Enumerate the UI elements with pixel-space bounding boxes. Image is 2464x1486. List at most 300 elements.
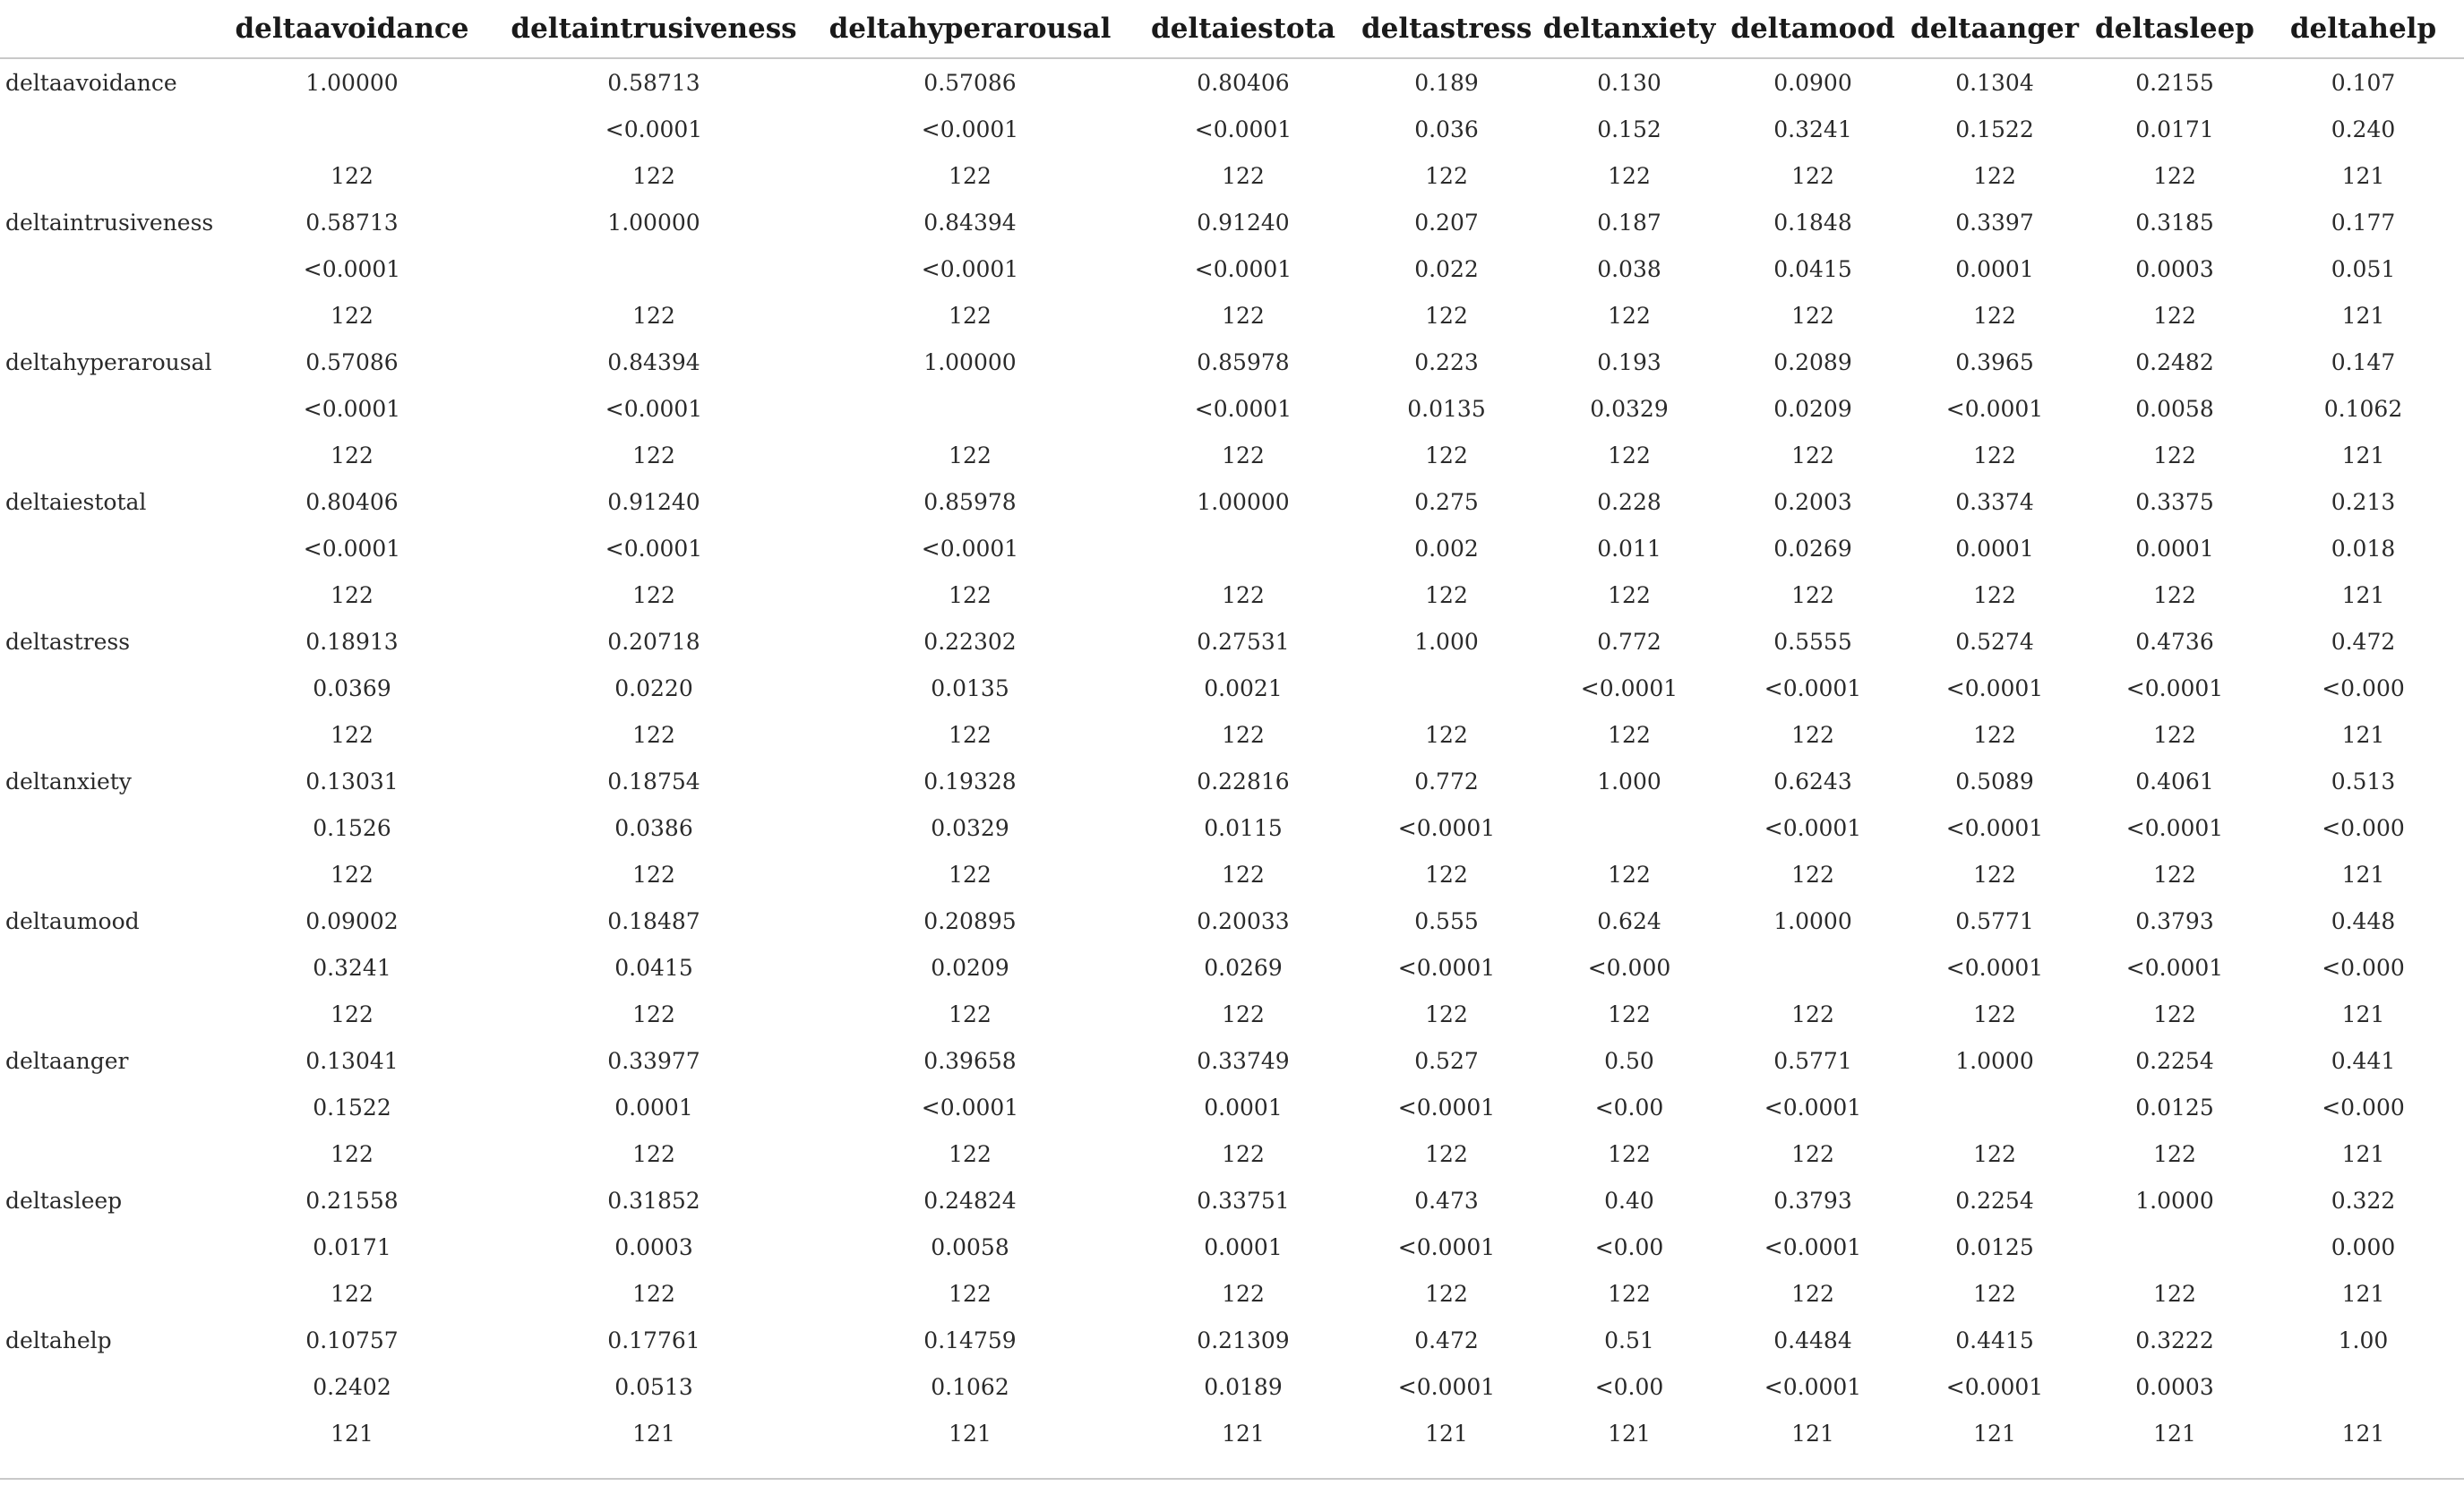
column-header-deltanxiety: deltanxiety [1535,0,1723,58]
n-count-cell: 122 [1791,721,1834,748]
correlation-cell: 1.0000 [2135,1187,2214,1214]
n-count-cell: 122 [1973,302,2016,329]
n-count-cell: 121 [1425,1420,1468,1447]
table-row [0,1037,2464,1084]
correlation-cell: 0.130 [1597,69,1661,96]
n-count-cell: 122 [331,1140,373,1167]
correlation-cell: 0.2003 [1773,488,1852,515]
p-value-cell: 0.1526 [313,814,391,841]
n-count-cell: 121 [2341,1140,2385,1167]
row-label-empty [0,525,208,571]
correlation-cell: 1.00000 [923,348,1017,375]
correlation-cell: 1.0000 [1773,907,1852,934]
p-value-cell: 0.0058 [2135,395,2214,422]
p-value-cell: 0.1522 [1955,116,2034,142]
n-count-cell: 122 [2153,581,2196,608]
n-count-cell: 121 [2341,1420,2385,1447]
n-count-cell: 122 [949,162,992,189]
n-count-cell: 122 [1425,581,1468,608]
p-value-cell: <0.0001 [1397,1233,1496,1260]
correlation-cell: 0.555 [1414,907,1479,934]
correlation-cell: 0.5274 [1955,628,2034,655]
p-value-cell: <0.0001 [1764,1094,1862,1121]
p-value-cell: <0.0001 [2125,954,2224,981]
correlation-cell: 0.3397 [1955,209,2034,236]
row-label-empty [0,851,208,898]
correlation-cell: 0.33977 [607,1047,700,1074]
table-row [0,1177,2464,1224]
n-count-cell: 122 [1222,861,1265,888]
p-value-cell: 0.0329 [1590,395,1669,422]
p-value-cell: <0.0001 [605,116,703,142]
correlation-cell: 0.3793 [2135,907,2214,934]
n-count-cell: 122 [632,1280,675,1307]
table-row [0,1130,2464,1177]
table-row [0,991,2464,1037]
p-value-cell: <0.000 [2322,814,2405,841]
correlation-cell: 0.24824 [923,1187,1017,1214]
correlation-cell: 0.107 [2331,69,2396,96]
p-value-cell: <0.0001 [1945,814,2044,841]
row-label-empty [0,1270,208,1317]
correlation-cell: 0.187 [1597,209,1661,236]
p-value-cell: 0.0003 [2135,255,2214,282]
n-count-cell: 122 [331,861,373,888]
correlation-cell: 0.19328 [923,768,1017,795]
n-count-cell: 122 [1608,1001,1651,1027]
row-label-deltaiestotal: deltaiestotal [5,488,147,515]
correlation-cell: 0.3374 [1955,488,2034,515]
correlation-cell: 0.84394 [607,348,700,375]
correlation-cell: 0.213 [2331,488,2396,515]
p-value-cell [811,385,1129,432]
n-count-cell: 122 [632,721,675,748]
row-label-empty [0,1130,208,1177]
n-count-cell: 122 [632,1001,675,1027]
row-label-deltaintrusiveness: deltaintrusiveness [5,209,214,236]
correlation-cell: 0.57086 [305,348,399,375]
correlation-cell: 0.18754 [607,768,700,795]
n-count-cell: 122 [1608,1140,1651,1167]
p-value-cell: 0.2402 [313,1373,391,1400]
correlation-cell: 0.84394 [923,209,1017,236]
p-value-cell: <0.00 [1594,1233,1664,1260]
p-value-cell: 0.0115 [1204,814,1283,841]
p-value-cell: 0.0369 [313,674,391,701]
p-value-cell: <0.0001 [605,395,703,422]
correlation-cell: 0.58713 [607,69,700,96]
correlation-cell: 0.772 [1414,768,1479,795]
n-count-cell: 122 [2153,1280,2196,1307]
p-value-cell: <0.0001 [921,535,1019,562]
p-value-cell: 0.018 [2331,535,2396,562]
n-count-cell: 122 [1425,1140,1468,1167]
correlation-cell: 0.1848 [1773,209,1852,236]
row-label-empty [0,106,208,152]
n-count-cell: 122 [949,442,992,468]
n-count-cell: 122 [1608,1280,1651,1307]
p-value-cell: 0.0189 [1204,1373,1283,1400]
table-row [0,1224,2464,1270]
table-row [0,152,2464,199]
row-label-empty [0,1084,208,1130]
n-count-cell: 121 [2341,1280,2385,1307]
p-value-cell: <0.0001 [303,255,401,282]
correlation-cell: 0.228 [1597,488,1661,515]
n-count-cell: 122 [2153,721,2196,748]
p-value-cell [1902,1084,2087,1130]
correlation-cell: 0.5771 [1955,907,2034,934]
correlation-cell: 1.000 [1414,628,1479,655]
n-count-cell: 122 [1222,442,1265,468]
table-row [0,1084,2464,1130]
correlation-cell: 0.2482 [2135,348,2214,375]
correlation-cell: 0.14759 [923,1327,1017,1353]
p-value-cell: 0.038 [1597,255,1661,282]
n-count-cell: 121 [2341,1001,2385,1027]
p-value-cell: <0.0001 [1397,954,1496,981]
p-value-cell: 0.0220 [614,674,693,701]
correlation-cell: 0.527 [1414,1047,1479,1074]
row-label-empty [0,385,208,432]
p-value-cell: 0.022 [1414,255,1479,282]
p-value-cell: 0.0513 [614,1373,693,1400]
p-value-cell: 0.0135 [931,674,1009,701]
correlation-cell: 0.4736 [2135,628,2214,655]
p-value-cell: 0.0058 [931,1233,1009,1260]
n-count-cell: 122 [1222,162,1265,189]
table-row [0,245,2464,292]
n-count-cell: 121 [2341,302,2385,329]
correlation-cell: 0.51 [1604,1327,1654,1353]
row-label-empty [0,432,208,478]
p-value-cell: <0.00 [1594,1094,1664,1121]
correlation-cell: 0.27531 [1197,628,1290,655]
p-value-cell: <0.0001 [1945,954,2044,981]
n-count-cell: 122 [331,581,373,608]
p-value-cell: <0.0001 [921,116,1019,142]
correlation-cell: 0.472 [1414,1327,1479,1353]
p-value-cell [2262,1363,2464,1410]
n-count-cell: 122 [1425,162,1468,189]
n-count-cell: 122 [1222,1001,1265,1027]
table-row [0,851,2464,898]
p-value-cell: 0.0001 [1204,1233,1283,1260]
n-count-cell: 122 [1425,302,1468,329]
p-value-cell: <0.0001 [921,255,1019,282]
n-count-cell: 122 [1791,1001,1834,1027]
table-row [0,525,2464,571]
n-count-cell: 122 [2153,1001,2196,1027]
n-count-cell: 122 [1791,302,1834,329]
p-value-cell: <0.0001 [1764,674,1862,701]
correlation-cell: 0.0900 [1773,69,1852,96]
p-value-cell: <0.000 [2322,954,2405,981]
table-row [0,665,2464,711]
column-header-deltaiestota: deltaiestota [1129,0,1358,58]
column-header-deltamood: deltamood [1723,0,1902,58]
table-row [0,944,2464,991]
correlation-cell: 0.22816 [1197,768,1290,795]
p-value-cell: 0.3241 [313,954,391,981]
n-count-cell: 121 [2341,581,2385,608]
p-value-cell: 0.0329 [931,814,1009,841]
p-value-cell [2087,1224,2262,1270]
n-count-cell: 122 [949,1280,992,1307]
n-count-cell: 122 [1973,1280,2016,1307]
n-count-cell: 121 [331,1420,373,1447]
p-value-cell: <0.000 [1587,954,1671,981]
correlation-cell: 0.448 [2331,907,2396,934]
p-value-cell: 0.0125 [1955,1233,2034,1260]
table-row [0,758,2464,804]
p-value-cell: <0.00 [1594,1373,1664,1400]
row-label-empty [0,1410,208,1456]
p-value-cell: 0.0125 [2135,1094,2214,1121]
correlation-cell: 0.39658 [923,1047,1017,1074]
correlation-cell: 0.2254 [1955,1187,2034,1214]
table-body [0,58,2464,1456]
table-row [0,898,2464,944]
correlation-cell: 0.22302 [923,628,1017,655]
p-value-cell: 0.0415 [1773,255,1852,282]
header-row [0,0,2464,58]
n-count-cell: 122 [1973,442,2016,468]
p-value-cell [1723,944,1902,991]
row-label-deltaanger: deltaanger [5,1047,129,1074]
row-label-empty [0,1224,208,1270]
correlation-cell: 0.21558 [305,1187,399,1214]
p-value-cell: 0.0209 [1773,395,1852,422]
n-count-cell: 122 [1222,721,1265,748]
correlation-cell: 0.33751 [1197,1187,1290,1214]
n-count-cell: 122 [949,721,992,748]
n-count-cell: 122 [1608,162,1651,189]
n-count-cell: 122 [331,302,373,329]
correlation-cell: 0.3793 [1773,1187,1852,1214]
correlation-cell: 0.91240 [1197,209,1290,236]
p-value-cell: 0.0003 [2135,1373,2214,1400]
table-row [0,478,2464,525]
n-count-cell: 122 [949,581,992,608]
p-value-cell: <0.0001 [1194,395,1292,422]
p-value-cell: <0.0001 [605,535,703,562]
p-value-cell: 0.0171 [313,1233,391,1260]
n-count-cell: 122 [2153,861,2196,888]
correlation-cell: 0.17761 [607,1327,700,1353]
n-count-cell: 122 [1425,1280,1468,1307]
n-count-cell: 122 [1425,1001,1468,1027]
n-count-cell: 121 [2341,442,2385,468]
n-count-cell: 122 [331,721,373,748]
correlation-cell: 0.177 [2331,209,2396,236]
n-count-cell: 122 [331,1280,373,1307]
row-label-empty [0,665,208,711]
row-label-deltahelp: deltahelp [5,1327,112,1353]
p-value-cell: <0.0001 [1397,814,1496,841]
table-row [0,1410,2464,1456]
correlation-cell: 0.20033 [1197,907,1290,934]
n-count-cell: 122 [1973,861,2016,888]
correlation-cell: 0.2155 [2135,69,2214,96]
row-label-empty [0,991,208,1037]
correlation-cell: 0.1304 [1955,69,2034,96]
p-value-cell: <0.0001 [2125,814,2224,841]
column-header-deltaintrusiveness: deltaintrusiveness [496,0,811,58]
n-count-cell: 121 [1973,1420,2016,1447]
p-value-cell [1358,665,1535,711]
correlation-cell: 0.13041 [305,1047,399,1074]
n-count-cell: 121 [1222,1420,1265,1447]
row-label-empty [0,711,208,758]
n-count-cell: 121 [1608,1420,1651,1447]
row-label-deltaumood: deltaumood [5,907,140,934]
correlation-cell: 0.21309 [1197,1327,1290,1353]
p-value-cell: 0.0209 [931,954,1009,981]
correlation-cell: 0.322 [2331,1187,2396,1214]
p-value-cell: <0.0001 [1945,1373,2044,1400]
correlation-cell: 0.513 [2331,768,2396,795]
p-value-cell: <0.0001 [1580,674,1678,701]
column-header-deltahyperarousal: deltahyperarousal [811,0,1129,58]
table-row [0,199,2464,245]
correlation-cell: 0.91240 [607,488,700,515]
correlation-cell: 0.20895 [923,907,1017,934]
correlation-cell: 0.40 [1604,1187,1654,1214]
table-row [0,385,2464,432]
table-bottom-rule [0,1478,2464,1480]
n-count-cell: 122 [632,581,675,608]
table-row [0,292,2464,339]
p-value-cell: 0.0135 [1407,395,1486,422]
correlation-cell: 1.00000 [305,69,399,96]
correlation-cell: 0.80406 [305,488,399,515]
n-count-cell: 122 [1791,162,1834,189]
table-row [0,711,2464,758]
header-corner [0,0,208,58]
p-value-cell: <0.0001 [2125,674,2224,701]
p-value-cell: 0.0171 [2135,116,2214,142]
correlation-cell: 0.5555 [1773,628,1852,655]
n-count-cell: 122 [1608,442,1651,468]
p-value-cell: <0.0001 [921,1094,1019,1121]
correlation-cell: 1.000 [1597,768,1661,795]
p-value-cell: 0.011 [1597,535,1661,562]
p-value-cell: 0.002 [1414,535,1479,562]
correlation-cell: 0.18913 [305,628,399,655]
correlation-cell: 1.00 [2338,1327,2389,1353]
n-count-cell: 122 [1222,302,1265,329]
correlation-cell: 0.3375 [2135,488,2214,515]
correlation-cell: 0.193 [1597,348,1661,375]
n-count-cell: 121 [2341,162,2385,189]
table-row [0,1317,2464,1363]
n-count-cell: 122 [1608,721,1651,748]
table-row [0,339,2464,385]
n-count-cell: 122 [1973,581,2016,608]
p-value-cell: <0.0001 [303,535,401,562]
row-label-empty [0,152,208,199]
correlation-cell: 0.4061 [2135,768,2214,795]
p-value-cell: 0.0001 [614,1094,693,1121]
correlation-cell: 0.275 [1414,488,1479,515]
n-count-cell: 122 [1791,1280,1834,1307]
p-value-cell: 0.0415 [614,954,693,981]
correlation-cell: 0.5771 [1773,1047,1852,1074]
row-label-empty [0,571,208,618]
n-count-cell: 122 [1608,581,1651,608]
p-value-cell: <0.0001 [1194,255,1292,282]
p-value-cell: <0.0001 [1764,1233,1862,1260]
correlation-cell: 0.33749 [1197,1047,1290,1074]
correlation-cell: 0.13031 [305,768,399,795]
table-row [0,106,2464,152]
p-value-cell: <0.0001 [1397,1094,1496,1121]
n-count-cell: 122 [2153,302,2196,329]
n-count-cell: 122 [949,1140,992,1167]
correlation-cell: 0.772 [1597,628,1661,655]
n-count-cell: 121 [949,1420,992,1447]
p-value-cell: 0.0001 [1955,255,2034,282]
correlation-cell: 0.2254 [2135,1047,2214,1074]
column-header-deltaavoidance: deltaavoidance [208,0,496,58]
n-count-cell: 122 [2153,162,2196,189]
p-value-cell: <0.0001 [1945,395,2044,422]
n-count-cell: 122 [1791,442,1834,468]
column-header-deltahelp: deltahelp [2262,0,2464,58]
n-count-cell: 121 [2341,861,2385,888]
n-count-cell: 122 [632,302,675,329]
table-row [0,804,2464,851]
correlation-cell: 0.3222 [2135,1327,2214,1353]
n-count-cell: 122 [1973,162,2016,189]
correlation-cell: 0.85978 [923,488,1017,515]
p-value-cell: <0.0001 [303,395,401,422]
n-count-cell: 121 [1791,1420,1834,1447]
correlation-cell: 0.58713 [305,209,399,236]
correlation-cell: 0.57086 [923,69,1017,96]
row-label-empty [0,245,208,292]
p-value-cell: 0.000 [2331,1233,2396,1260]
n-count-cell: 122 [1791,581,1834,608]
correlation-cell: 0.20718 [607,628,700,655]
n-count-cell: 122 [949,861,992,888]
n-count-cell: 122 [1222,581,1265,608]
table-row [0,1363,2464,1410]
table-row [0,571,2464,618]
correlation-cell: 0.4484 [1773,1327,1852,1353]
row-label-deltasleep: deltasleep [5,1187,123,1214]
p-value-cell: <0.000 [2322,1094,2405,1121]
row-label-empty [0,804,208,851]
p-value-cell [1535,804,1723,851]
correlation-cell: 0.18487 [607,907,700,934]
p-value-cell: 0.051 [2331,255,2396,282]
row-label-deltahyperarousal: deltahyperarousal [5,348,212,375]
table-row [0,432,2464,478]
correlation-cell: 1.0000 [1955,1047,2034,1074]
p-value-cell: 0.152 [1597,116,1661,142]
correlation-cell: 0.3965 [1955,348,2034,375]
correlation-cell: 0.50 [1604,1047,1654,1074]
p-value-cell: 0.0269 [1773,535,1852,562]
row-label-deltastress: deltastress [5,628,131,655]
n-count-cell: 122 [331,1001,373,1027]
n-count-cell: 122 [949,1001,992,1027]
correlation-cell: 0.3185 [2135,209,2214,236]
table-header [0,0,2464,58]
p-value-cell [208,106,496,152]
